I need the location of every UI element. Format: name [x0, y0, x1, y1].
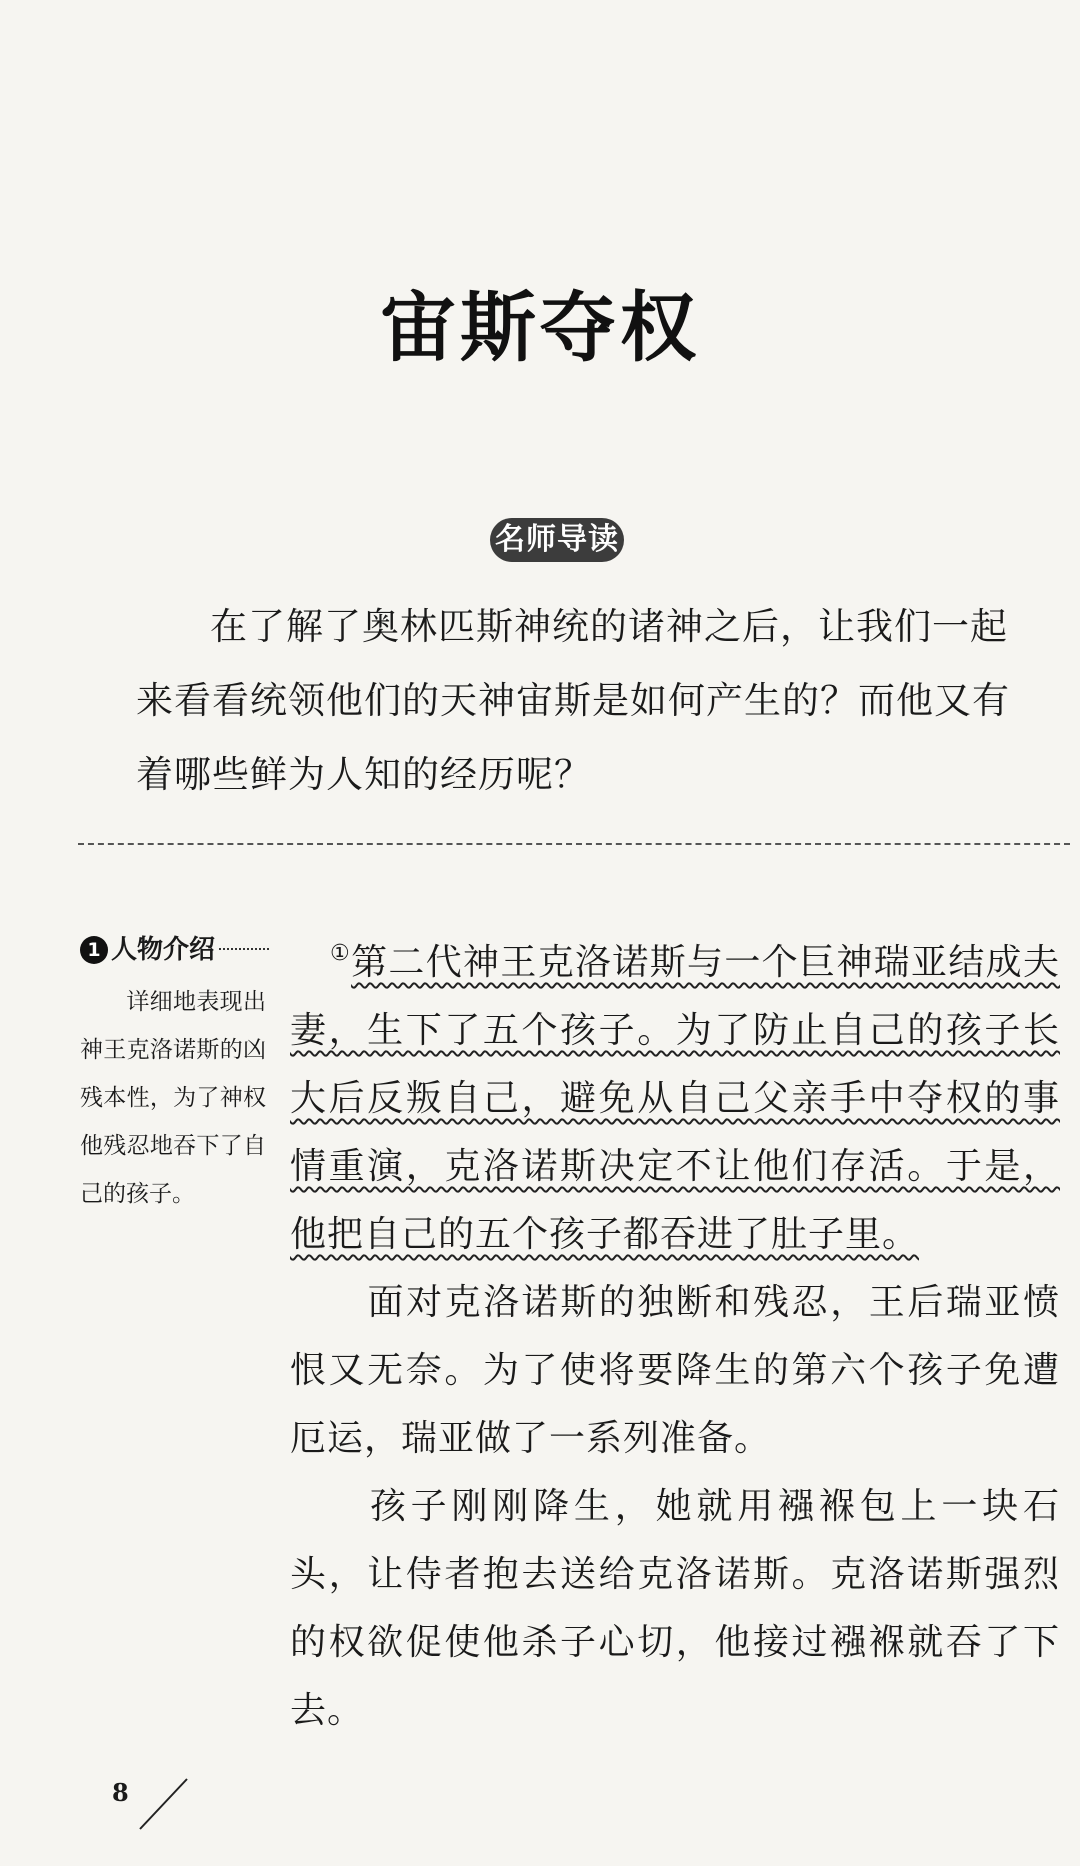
paragraph-1 [290, 920, 1060, 1269]
dotted-leader [219, 948, 269, 950]
paragraph-3-text: 孩子刚刚降生，她就用襁褓包上一块石头，让侍者抱去送给克洛诺斯。克洛诺斯强烈的权欲促使他杀子心切，他接过襁褓就吞了下去。 [290, 1486, 1060, 1731]
side-note-heading [80, 930, 265, 970]
paragraph-2-text: 面对克洛诺斯的独断和残忍，王后瑞亚愤恨又无奈。为了使将要降生的第六个孩子免遭厄运，瑞亚做了一系列准备。 [290, 1282, 1060, 1459]
guide-badge: 名师导读 [490, 518, 624, 562]
annotation-marker: ① [330, 941, 352, 966]
page-slash-icon [132, 1774, 192, 1834]
page-title: 宙斯夺权 [380, 283, 700, 372]
intro-text: 在了解了奥林匹斯神统的诸神之后，让我们一起来看看统领他们的天神宙斯是如何产生的？而他又有着哪些鲜为人知的经历呢？ [136, 605, 1010, 796]
underlined-text: 第二代神王克洛诺斯与一个巨神瑞亚结成夫妻，生下了五个孩子。为了防止自己的孩子长大后反叛自己，避免从自己父亲手中夺权的事情重演，克洛诺斯决定不让他们存活。于是，他把自己的五个孩子都吞进了肚子里。 [290, 942, 1060, 1255]
side-note-body [80, 978, 266, 1218]
side-note-text: 详细地表现出神王克洛诺斯的凶残本性，为了神权他残忍地吞下了自己的孩子。 [80, 989, 266, 1207]
main-text [290, 920, 1060, 1745]
paragraph-3 [290, 1473, 1060, 1745]
note-number-badge: 1 [80, 936, 108, 964]
paragraph-2 [290, 1269, 1060, 1473]
section-divider [78, 843, 1070, 845]
side-note-title: 人物介绍 [111, 935, 216, 965]
page-number: 8 [112, 1778, 129, 1807]
intro-paragraph [136, 590, 1016, 812]
